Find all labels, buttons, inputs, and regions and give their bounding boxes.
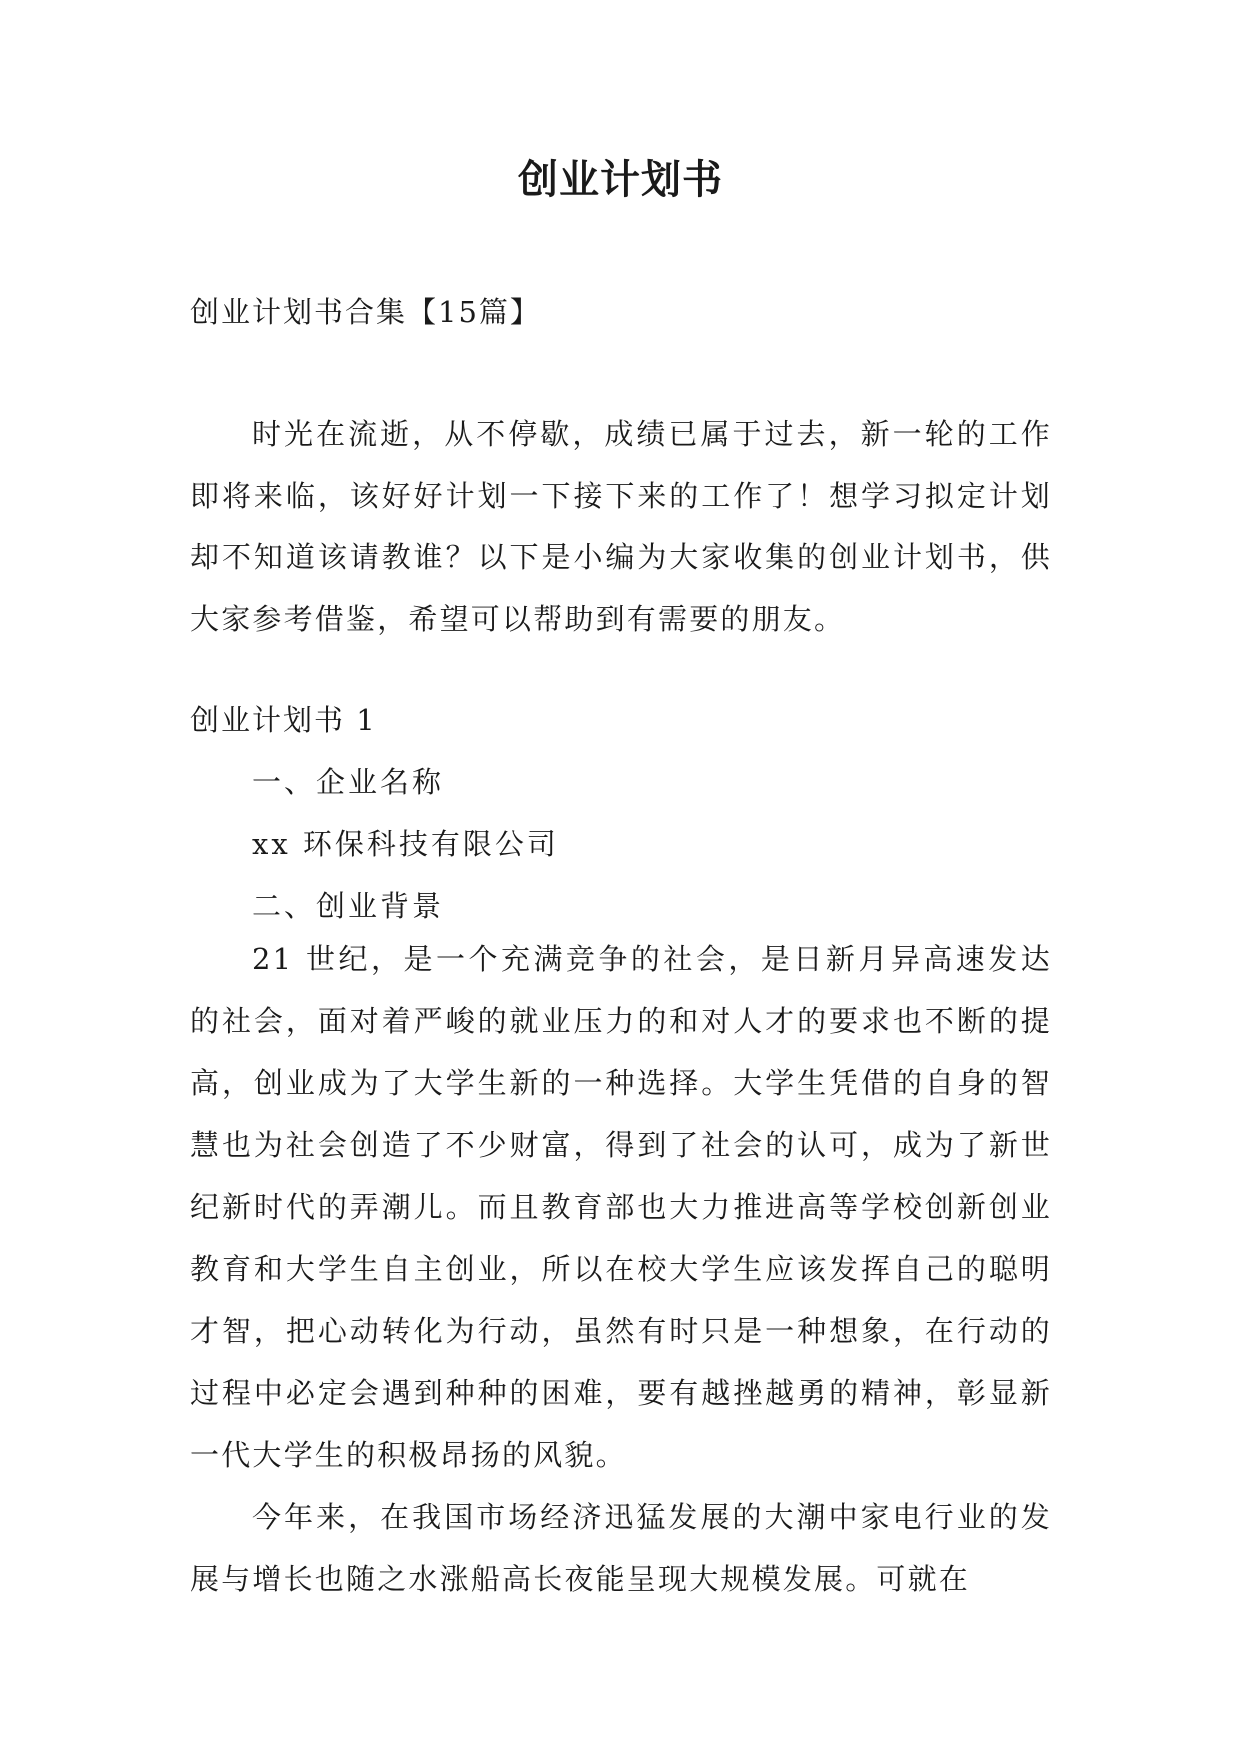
company-name-heading: 一、企业名称 [252, 765, 445, 799]
market-paragraph: 今年来，在我国市场经济迅猛发展的大潮中家电行业的发展与增长也随之水涨船高长夜能呈现大规模发展。可就在 [190, 1500, 1052, 1596]
document-title: 创业计划书 [518, 156, 723, 203]
document-subtitle: 创业计划书合集【15篇】 [190, 295, 541, 329]
background-heading: 二、创业背景 [252, 889, 445, 923]
company-name: xx 环保科技有限公司 [252, 827, 559, 861]
background-paragraph: 21 世纪，是一个充满竞争的社会，是日新月异高速发达的社会，面对着严峻的就业压力的和对人才的要求也不断的提高，创业成为了大学生新的一种选择。大学生凭借的自身的智慧也为社会创造了不少财富，得到了社会的认可，成为了新世纪新时代的弄潮儿。而且教育部也大力推进高等学校创新创业教育和大学生自主创业，所以在校大学生应该发挥自己的聪明才智，把心动转化为行动，虽然有时只是一种想象，在行动的过程中必定会遇到种种的困难，要有越挫越勇的精神，彰显新一代大学生的积极昂扬的风貌。 [190, 942, 1052, 1472]
section-heading: 创业计划书 1 [190, 703, 377, 737]
intro-paragraph: 时光在流逝，从不停歇，成绩已属于过去，新一轮的工作即将来临，该好好计划一下接下来的工作了！想学习拟定计划却不知道该请教谁？以下是小编为大家收集的创业计划书，供大家参考借鉴，希望可以帮助到有需要的朋友。 [190, 417, 1052, 636]
